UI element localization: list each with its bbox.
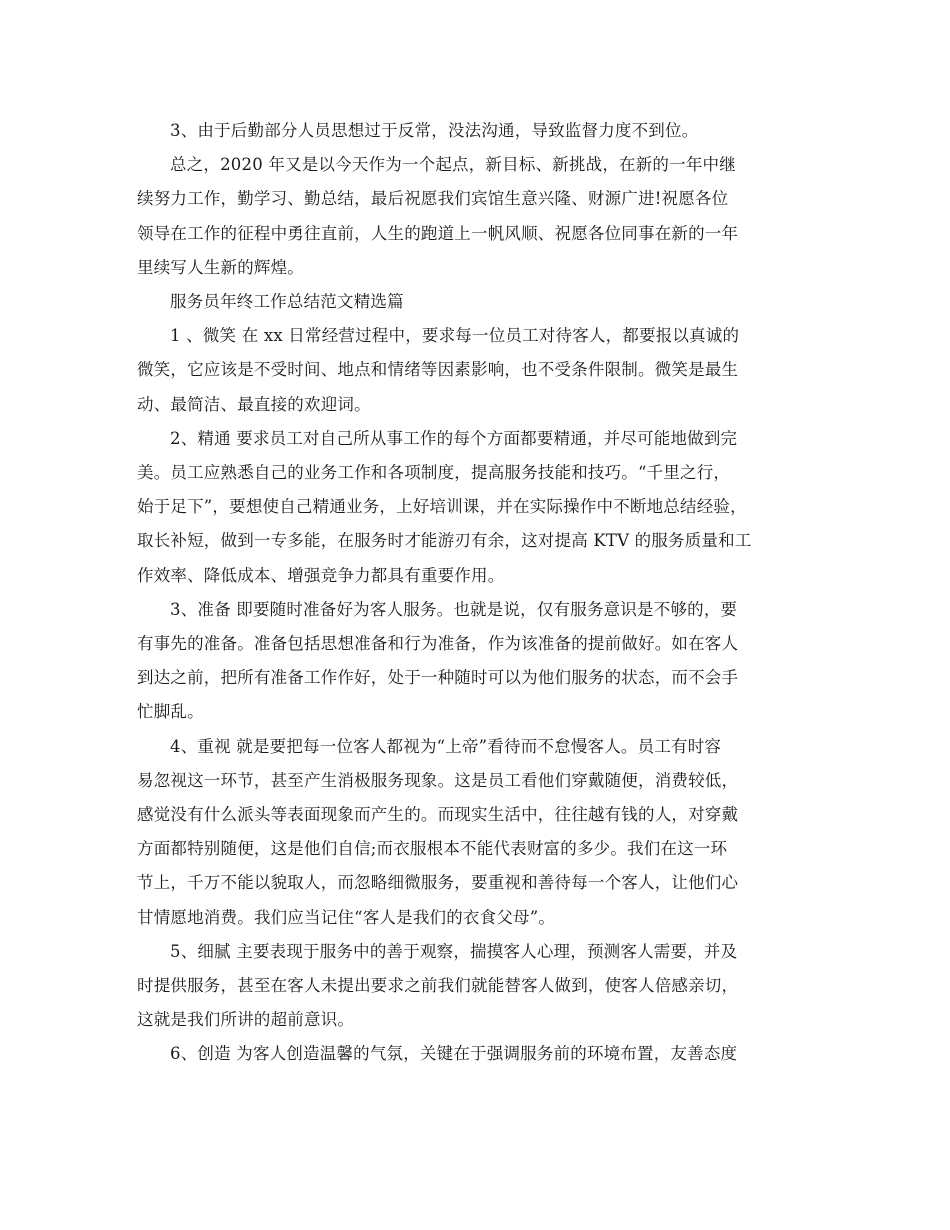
text-line: 3、由于后勤部分人员思想过于反常，没法沟通，导致监督力度不到位。 [170,121,699,140]
paragraph-p8 [137,935,815,1038]
text-line: 1 、微笑 在 xx 日常经营过程中，要求每一位员工对待客人，都要报以真诚的 [170,326,740,346]
text-line: 领导在工作的征程中勇往直前，人生的跑道上一帆风顺、祝愿各位同事在新的一年 [137,223,739,243]
paragraph-p2 [137,148,815,285]
text-line: 3、准备 即要随时准备好为客人服务。也就是说，仅有服务意识是不够的，要 [170,599,738,619]
text-line: 始于足下”，要想使自己精通业务，上好培训课，并在实际操作中不断地总结经验， [137,497,747,517]
text-line: 服务员年终工作总结范文精选篇 [170,292,404,312]
text-line: 节上，千万不能以貌取人，而忽略细微服务，要重视和善待每一个客人，让他们心 [137,873,739,893]
text-line: 取长补短，做到一专多能，在服务时才能游刃有余，这对提高 KTV 的服务质量和工 [137,531,752,551]
text-line: 2、精通 要求员工对自己所从事工作的每个方面都要精通，并尽可能地做到完 [170,428,738,448]
text-line: 易忽视这一环节，甚至产生消极服务现象。这是员工看他们穿戴随便，消费较低， [137,770,739,790]
paragraph-p7 [137,730,815,935]
text-line: 6、创造 为客人创造温馨的气氛，关键在于强调服务前的环境布置，友善态度 [170,1044,738,1064]
text-line: 到达之前，把所有准备工作作好，处于一种随时可以为他们服务的状态，而不会手 [137,668,739,688]
paragraph-p1 [137,114,815,148]
text-line: 时提供服务，甚至在客人未提出要求之前我们就能替客人做到，使客人倍感亲切， [137,976,739,996]
text-line: 方面都特别随便，这是他们自信;而衣服根本不能代表财富的多少。我们在这一环 [137,839,728,859]
text-line: 甘情愿地消费。我们应当记住“客人是我们的衣食父母”。 [137,907,556,927]
text-line: 5、细腻 主要表现于服务中的善于观察，揣摸客人心理，预测客人需要，并及 [170,941,738,961]
paragraph-p6 [137,593,815,730]
text-line: 总之，2020 年又是以今天作为一个起点，新目标、新挑战，在新的一年中继 [170,155,736,175]
text-line: 动、最简洁、最直接的欢迎词。 [137,394,371,414]
text-line: 微笑，它应该是不受时间、地点和情绪等因素影响，也不受条件限制。微笑是最生 [137,360,739,380]
text-line: 这就是我们所讲的超前意识。 [137,1010,355,1030]
paragraph-p9 [137,1037,815,1071]
text-line: 美。员工应熟悉自己的业务工作和各项制度，提高服务技能和技巧。“千里之行， [137,463,731,483]
paragraph-p3 [137,285,815,319]
document-body [137,114,815,1072]
paragraph-p5 [137,422,815,593]
text-line: 续努力工作，勤学习、勤总结，最后祝愿我们宾馆生意兴隆、财源广进!祝愿各位 [137,189,729,209]
text-line: 忙脚乱。 [137,702,204,722]
text-line: 作效率、降低成本、增强竞争力都具有重要作用。 [137,565,505,585]
text-line: 感觉没有什么派头等表面现象而产生的。而现实生活中，往往越有钱的人，对穿戴 [137,805,739,825]
text-line: 有事先的准备。准备包括思想准备和行为准备，作为该准备的提前做好。如在客人 [137,634,739,654]
text-line: 里续写人生新的辉煌。 [137,257,304,277]
paragraph-p4 [137,319,815,422]
text-line: 4、重视 就是要把每一位客人都视为“上帝”看待而不怠慢客人。员工有时容 [170,736,722,756]
